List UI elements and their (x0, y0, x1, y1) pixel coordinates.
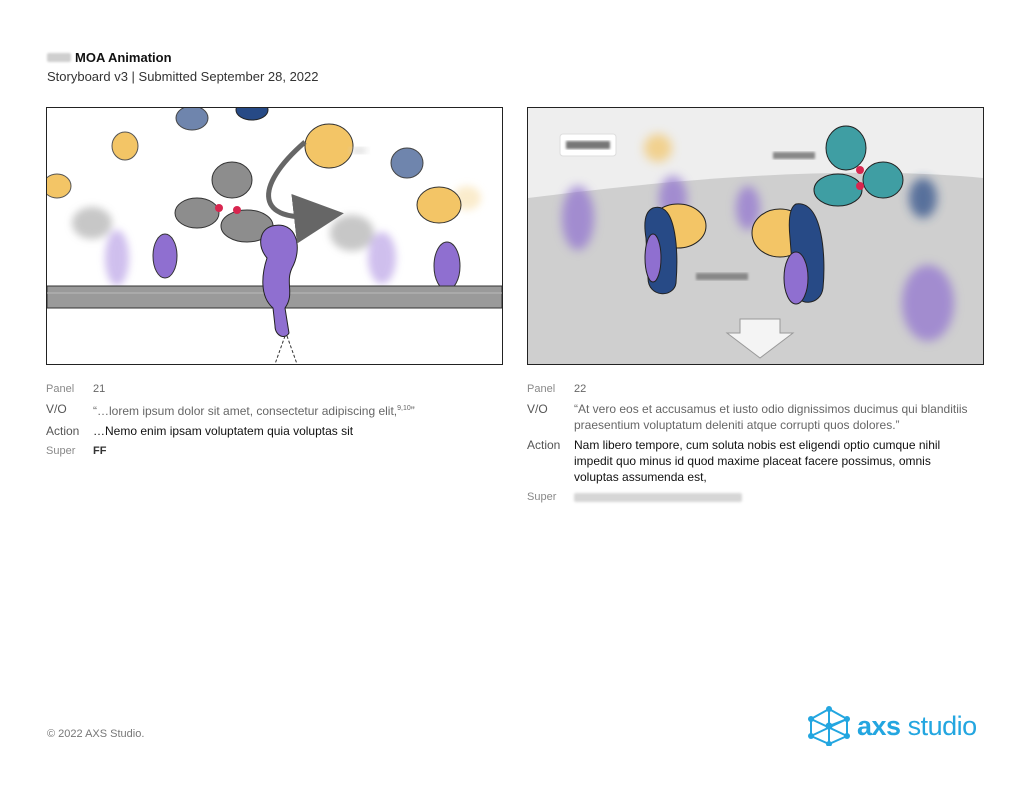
panel-22-vo-row (527, 401, 987, 433)
vo-text: “At vero eos et accusamus et iusto odio dignissimos ducimus qui blanditiis praesentium voluptatum deleniti atque corrupti quos dolores.” (574, 402, 968, 432)
vo-text: “…lorem ipsum dolor sit amet, consectetur adipiscing elit,$^{9,10}$” (93, 404, 415, 418)
panel-number: 22 (574, 383, 587, 395)
panel-22-illustration (528, 108, 983, 364)
panel-21-vo-row (46, 401, 506, 419)
panel-21-action-row (46, 423, 506, 439)
panel-21-frame (46, 107, 503, 365)
document-title-row (47, 50, 318, 65)
document-title: MOA Animation (75, 50, 172, 65)
panel-22-number-row (527, 381, 987, 397)
panel-22-super-row (527, 489, 987, 505)
action-label: Action (527, 438, 561, 452)
panel-21-notes (46, 381, 506, 463)
receptor-protein (261, 225, 298, 336)
panel-21-super-row (46, 443, 506, 459)
document-subtitle: Storyboard v3 | Submitted September 28, 2022 (47, 69, 319, 84)
panel-label: Panel (46, 383, 75, 395)
super-label: Super (46, 445, 76, 457)
antibody-complex (175, 162, 273, 242)
network-logo-icon (807, 706, 851, 746)
redacted-super-text (574, 493, 742, 502)
panel-21-number-row (46, 381, 506, 397)
document-header (47, 50, 318, 84)
action-label: Action (46, 424, 80, 438)
super-label: Super (527, 491, 557, 503)
redacted-product-name (47, 53, 71, 62)
vo-reference: 9,10 (397, 405, 411, 412)
action-text: …Nemo enim ipsam voluptatem quia voluptas sit (93, 424, 354, 438)
panel-number: 21 (93, 383, 106, 395)
panel-22-action-row (527, 437, 987, 485)
panel-label: Panel (527, 383, 556, 395)
logo-wordmark: axs studio (857, 710, 977, 741)
super-text: FF (93, 445, 107, 457)
vo-label: V/O (46, 402, 67, 416)
vo-label: V/O (527, 402, 548, 416)
axs-studio-logo (807, 706, 977, 746)
action-text: Nam libero tempore, cum soluta nobis est eligendi optio cumque nihil impedit quo minus id quod maxime placeat facere possimus, omnis voluptas assumenda est, (574, 438, 941, 484)
panel-22-frame (527, 107, 984, 365)
panel-22-notes (527, 381, 987, 509)
panel-21-illustration (47, 108, 502, 364)
copyright-notice: © 2022 AXS Studio. (47, 728, 145, 740)
